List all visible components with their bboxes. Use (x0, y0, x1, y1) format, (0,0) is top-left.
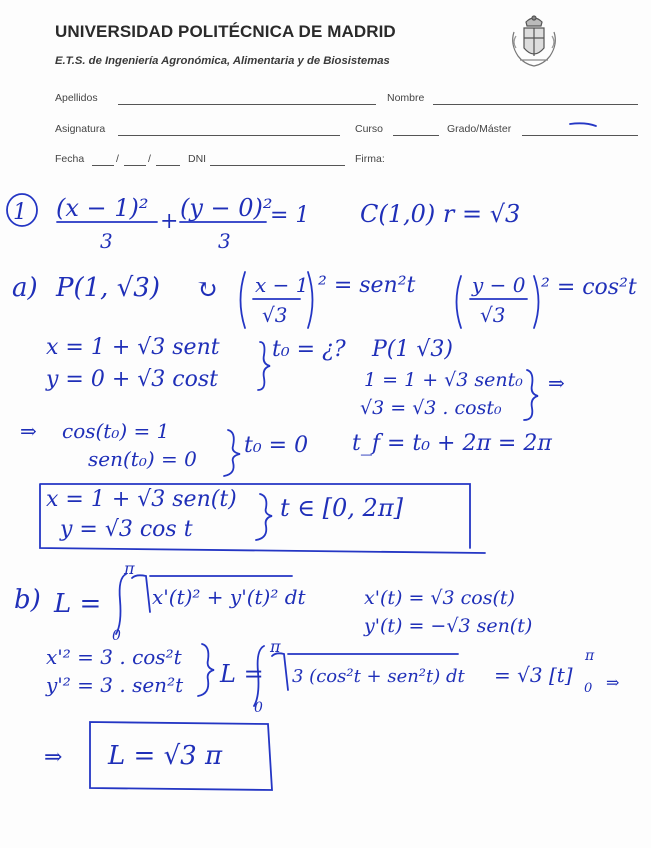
a-param-y: y = 0 + √3 cost (46, 367, 218, 392)
integral-sign-1 (116, 574, 126, 634)
b-int-lower: 0 (112, 628, 121, 644)
a-point-2: P(1 √3) (372, 337, 453, 362)
fecha-sep-1: / (116, 153, 119, 165)
b-L: L = (54, 589, 102, 619)
a-tf-value: t_f = t₀ + 2π = 2π (352, 431, 552, 456)
pen-mark (570, 123, 596, 126)
eq-rhs: = 1 (270, 203, 310, 228)
brace-4 (256, 494, 272, 540)
a-box-y: y = √3 cos t (60, 517, 193, 542)
paren-right-1 (308, 272, 313, 328)
b-y-prime: y'(t) = −√3 sen(t) (364, 615, 533, 637)
b-y-prime-squared: y'² = 3 . sen²t (46, 673, 184, 697)
b-integrand: x'(t)² + y'(t)² dt (152, 585, 306, 609)
b-eval-lower: 0 (584, 681, 593, 696)
eq-y-numerator: (y − 0)² (180, 194, 273, 222)
b-eval-upper: π (585, 648, 595, 664)
part-b-label: b) (14, 585, 41, 615)
a-box-t-range: t ∈ [0, 2π] (280, 494, 403, 522)
a-system-eq1: 1 = 1 + √3 sent₀ (364, 369, 523, 391)
paren-left-1 (241, 272, 246, 328)
center-radius: C(1,0) r = √3 (360, 200, 521, 228)
a-t0-value: t₀ = 0 (244, 433, 309, 458)
paren-left-2 (457, 276, 462, 328)
fecha-sep-2: / (148, 153, 151, 165)
a-system-eq2: √3 = √3 . cost₀ (360, 397, 502, 419)
asignatura-label: Asignatura (55, 123, 106, 135)
dni-label: DNI (188, 153, 207, 165)
nombre-label: Nombre (387, 92, 425, 104)
a-cos-t0: cos(t₀) = 1 (62, 419, 170, 443)
b-L-2: L = (220, 660, 264, 688)
b-implies-2: ⇒ (44, 745, 63, 770)
curso-label: Curso (355, 123, 384, 135)
apellidos-label: Apellidos (55, 92, 98, 104)
school-name: E.T.S. de Ingeniería Agronómica, Alimentaria y de Biosistemas (55, 55, 390, 67)
a-frac1-denominator: √3 (262, 303, 288, 327)
a-frac2-denominator: √3 (480, 303, 506, 327)
b-result-mid: = √3 [t] (494, 663, 573, 687)
b-final-answer: L = √3 π (108, 741, 223, 771)
part-a-label: a) (12, 273, 38, 303)
brace-2 (524, 370, 538, 420)
sqrt-sign-2 (272, 653, 288, 690)
grado-label: Grado/Máster (447, 123, 512, 135)
a-frac2-numerator: y − 0 (472, 273, 526, 297)
b-implies: ⇒ (606, 673, 620, 692)
paren-right-2 (534, 276, 539, 328)
university-title: UNIVERSIDAD POLITÉCNICA DE MADRID (55, 22, 396, 41)
a-t0-question: t₀ = ¿? (272, 337, 346, 362)
a-param-x: x = 1 + √3 sent (46, 335, 220, 360)
rotation-arrow-icon: ↻ (196, 275, 218, 305)
a-implies-2: ⇒ (20, 419, 37, 443)
eq-plus: + (160, 209, 179, 234)
fecha-label: Fecha (55, 153, 85, 165)
a-box-x: x = 1 + √3 sen(t) (46, 487, 237, 512)
brace-5 (198, 644, 214, 696)
brace-1 (258, 342, 270, 390)
brace-3 (224, 430, 240, 476)
b-int2-upper: π (270, 637, 281, 656)
a-implies-1: ⇒ (548, 371, 565, 395)
b-int-upper: π (124, 559, 135, 578)
firma-label: Firma: (355, 153, 385, 165)
b-integrand-2: 3 (cos²t + sen²t) dt (292, 666, 465, 687)
a-frac1-rhs: ² = sen²t (318, 273, 416, 298)
a-frac1-numerator: x − 1 (255, 273, 309, 297)
sqrt-sign-1 (132, 575, 150, 612)
a-sen-t0: sen(t₀) = 0 (88, 447, 197, 471)
eq-denominator-2: 3 (218, 229, 231, 253)
eq-x-numerator: (x − 1)² (56, 194, 149, 222)
b-int2-lower: 0 (254, 700, 263, 716)
problem-number: 1 (13, 200, 27, 225)
b-x-prime: x'(t) = √3 cos(t) (364, 587, 515, 609)
a-frac2-rhs: ² = cos²t (541, 275, 637, 300)
b-x-prime-squared: x'² = 3 . cos²t (46, 645, 182, 669)
part-a-point: P(1, √3) (56, 273, 160, 303)
eq-denominator-1: 3 (100, 229, 113, 253)
